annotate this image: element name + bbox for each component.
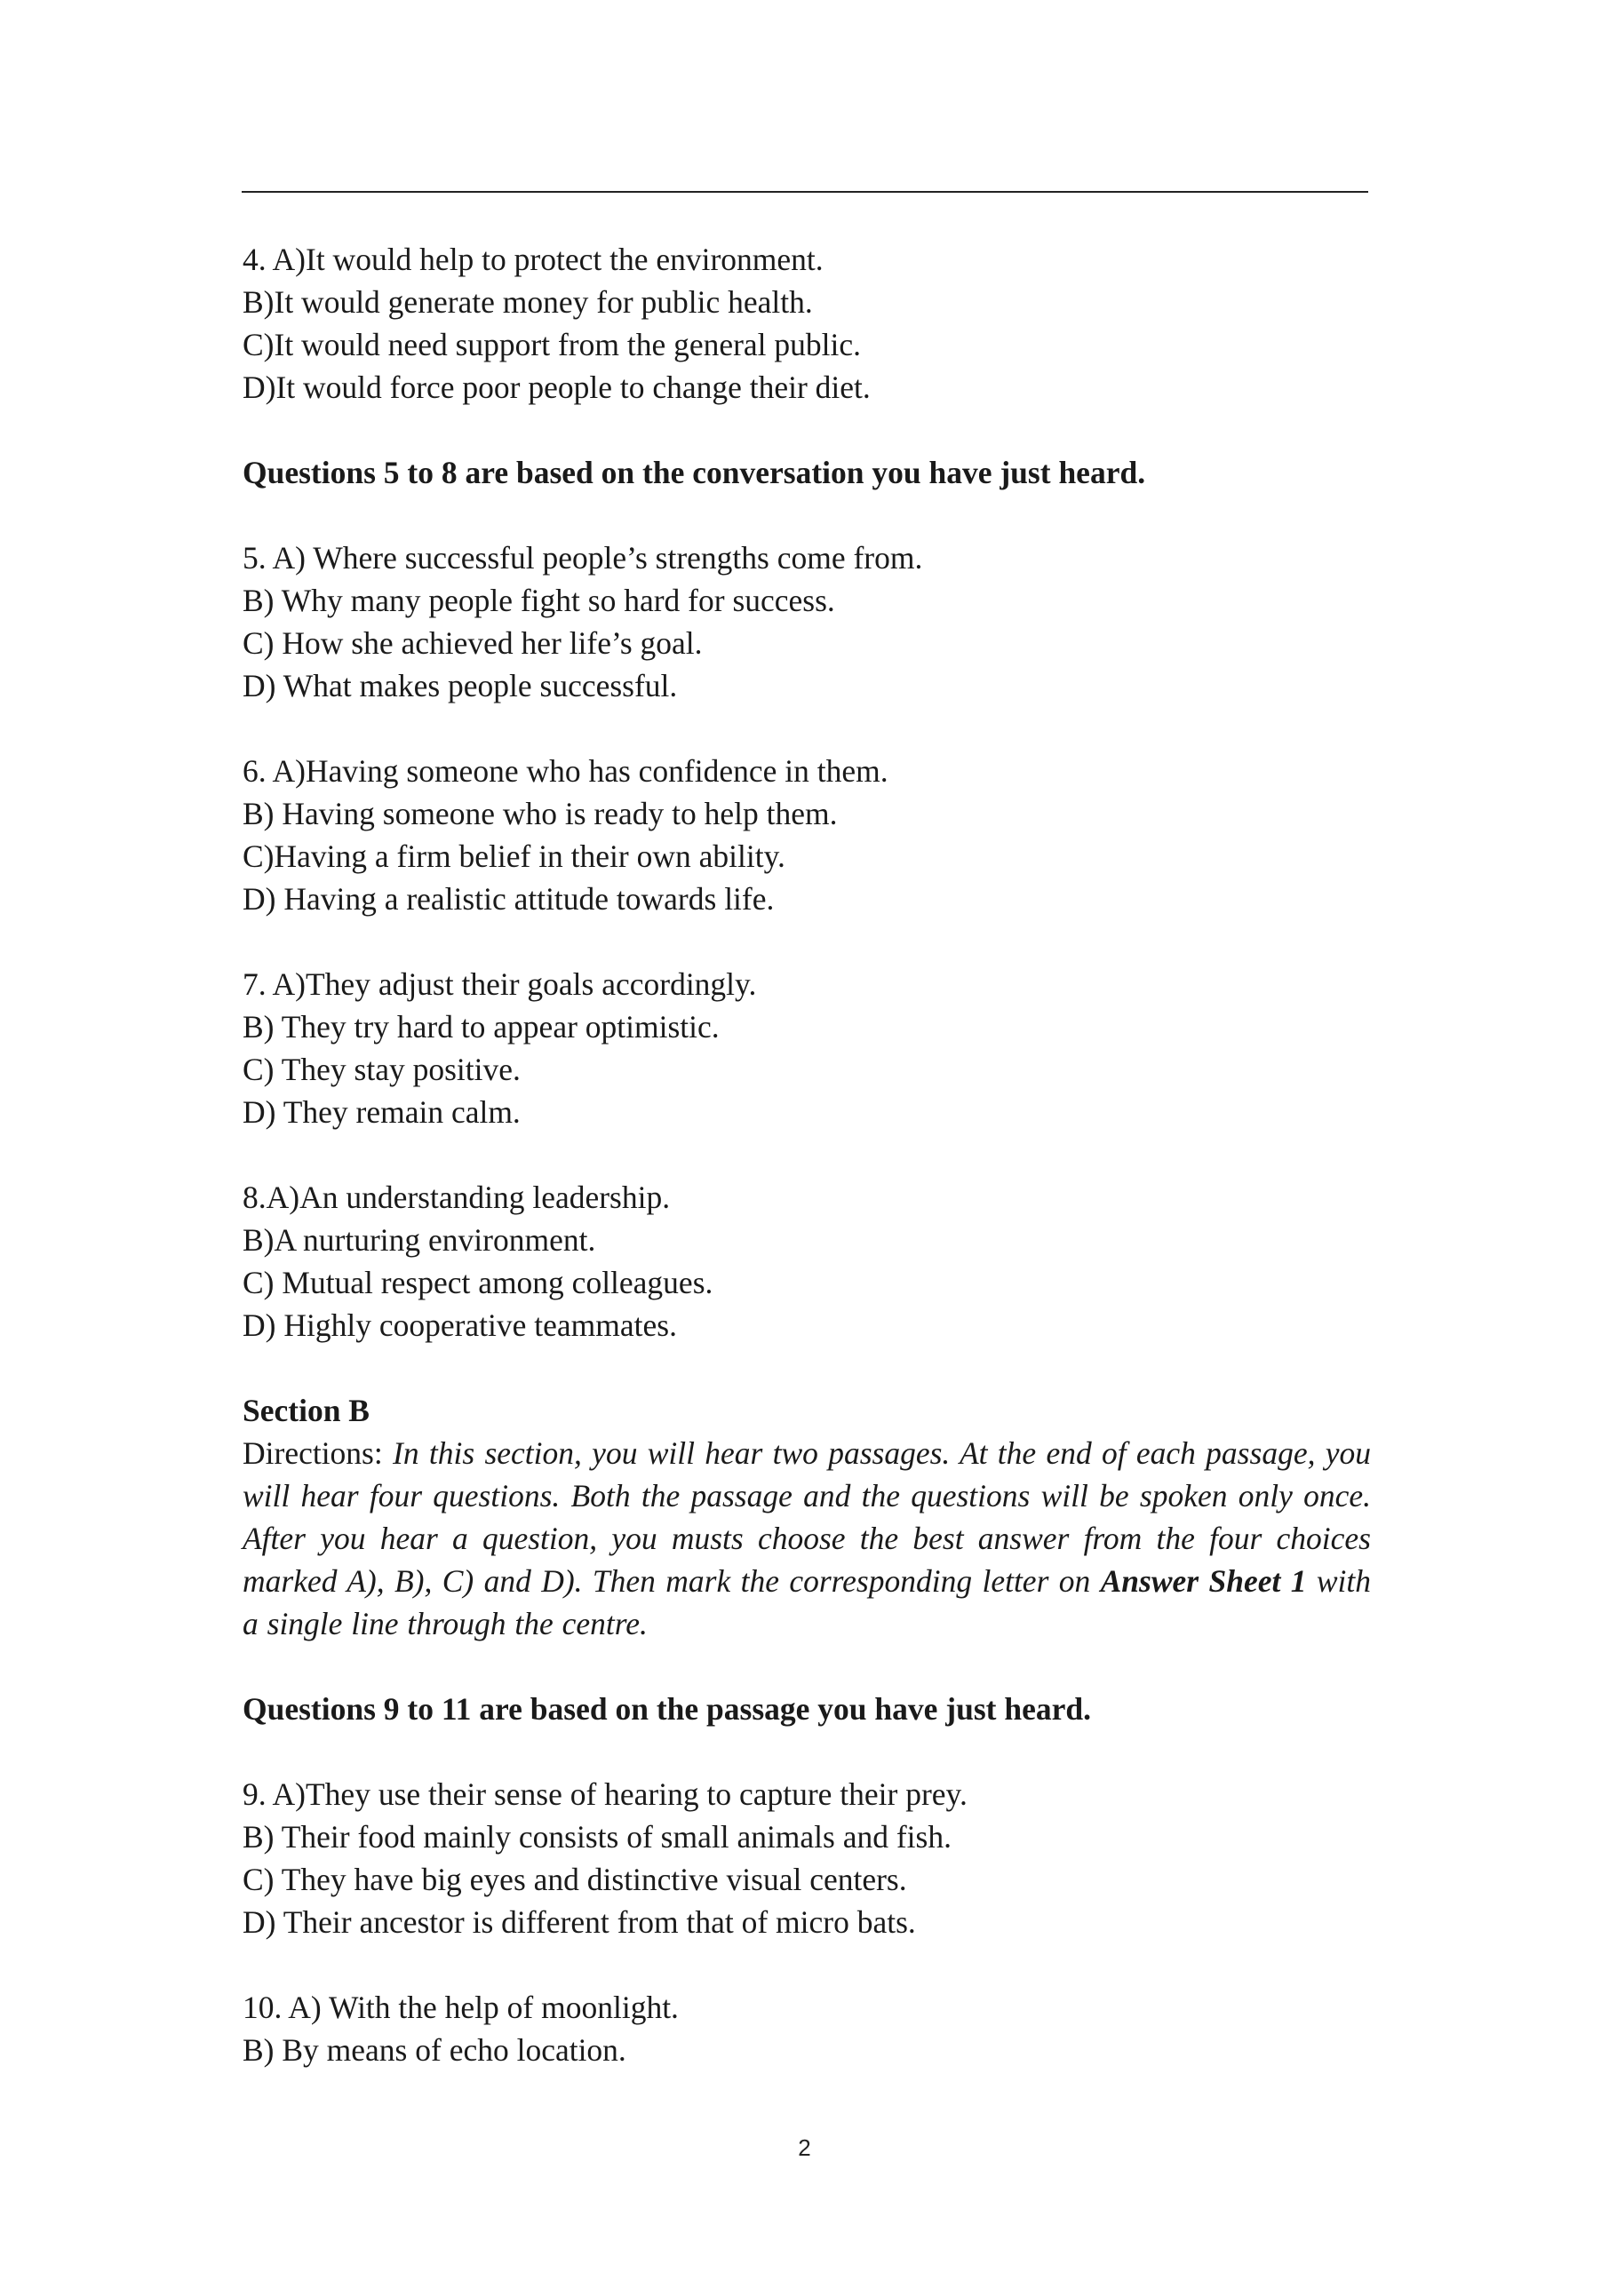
option-8d: D) Highly cooperative teammates.	[243, 1307, 677, 1343]
section-b	[243, 1389, 1371, 1645]
option-7b: B) They try hard to appear optimistic.	[243, 1009, 720, 1045]
page-number: 2	[798, 2134, 811, 2161]
option-6a: 6. A)Having someone who has confidence in them.	[243, 753, 888, 789]
option-10a: 10. A) With the help of moonlight.	[243, 1990, 679, 2025]
option-5b: B) Why many people fight so hard for success.	[243, 583, 835, 618]
question-4	[243, 238, 1371, 409]
section-b-directions	[243, 1432, 1371, 1645]
option-8c: C) Mutual respect among colleagues.	[243, 1265, 713, 1300]
section-b-title: Section B	[243, 1393, 370, 1428]
option-6d: D) Having a realistic attitude towards life.	[243, 881, 775, 917]
option-7a: 7. A)They adjust their goals accordingly.	[243, 966, 757, 1002]
directions-text-end: with a single line through the centre.	[243, 1563, 1371, 1641]
option-6c: C)Having a firm belief in their own ability.	[243, 838, 785, 874]
option-5d: D) What makes people successful.	[243, 668, 678, 703]
directions-label: Directions:	[243, 1435, 394, 1471]
question-9	[243, 1773, 1371, 1943]
option-5c: C) How she achieved her life’s goal.	[243, 625, 703, 661]
option-8a: 8.A)An understanding leadership.	[243, 1180, 671, 1215]
option-7d: D) They remain calm.	[243, 1094, 521, 1130]
question-7	[243, 963, 1371, 1133]
directions-text: In this section, you will hear two passages. At the end of each passage, you will hear four questions. Both the passage and the questions will be spoken only once. After you hear a question, you musts choose the best answer from the four choices marked A), B), C) and D). Then mark the corresponding letter on	[243, 1435, 1371, 1599]
question-8	[243, 1176, 1371, 1347]
option-5a: 5. A) Where successful people’s strengths come from.	[243, 540, 923, 576]
option-4d: D)It would force poor people to change their diet.	[243, 369, 871, 405]
page-content	[243, 238, 1371, 2071]
option-9b: B) Their food mainly consists of small animals and fish.	[243, 1819, 952, 1855]
option-9d: D) Their ancestor is different from that of micro bats.	[243, 1904, 916, 1940]
option-9a: 9. A)They use their sense of hearing to capture their prey.	[243, 1776, 968, 1812]
question-6	[243, 750, 1371, 920]
option-4b: B)It would generate money for public health.	[243, 284, 813, 320]
answer-sheet-label: Answer Sheet 1	[1100, 1563, 1307, 1599]
question-10	[243, 1986, 1371, 2071]
option-4a: 4. A)It would help to protect the environment.	[243, 242, 824, 277]
option-6b: B) Having someone who is ready to help them.	[243, 796, 838, 831]
option-4c: C)It would need support from the general public.	[243, 327, 862, 362]
option-8b: B)A nurturing environment.	[243, 1222, 596, 1258]
heading-questions-9-11: Questions 9 to 11 are based on the passage you have just heard.	[243, 1691, 1091, 1727]
heading-questions-5-8: Questions 5 to 8 are based on the conversation you have just heard.	[243, 455, 1146, 490]
header-rule	[242, 191, 1368, 193]
option-9c: C) They have big eyes and distinctive visual centers.	[243, 1862, 907, 1897]
option-7c: C) They stay positive.	[243, 1052, 521, 1087]
option-10b: B) By means of echo location.	[243, 2032, 626, 2068]
question-5	[243, 536, 1371, 707]
